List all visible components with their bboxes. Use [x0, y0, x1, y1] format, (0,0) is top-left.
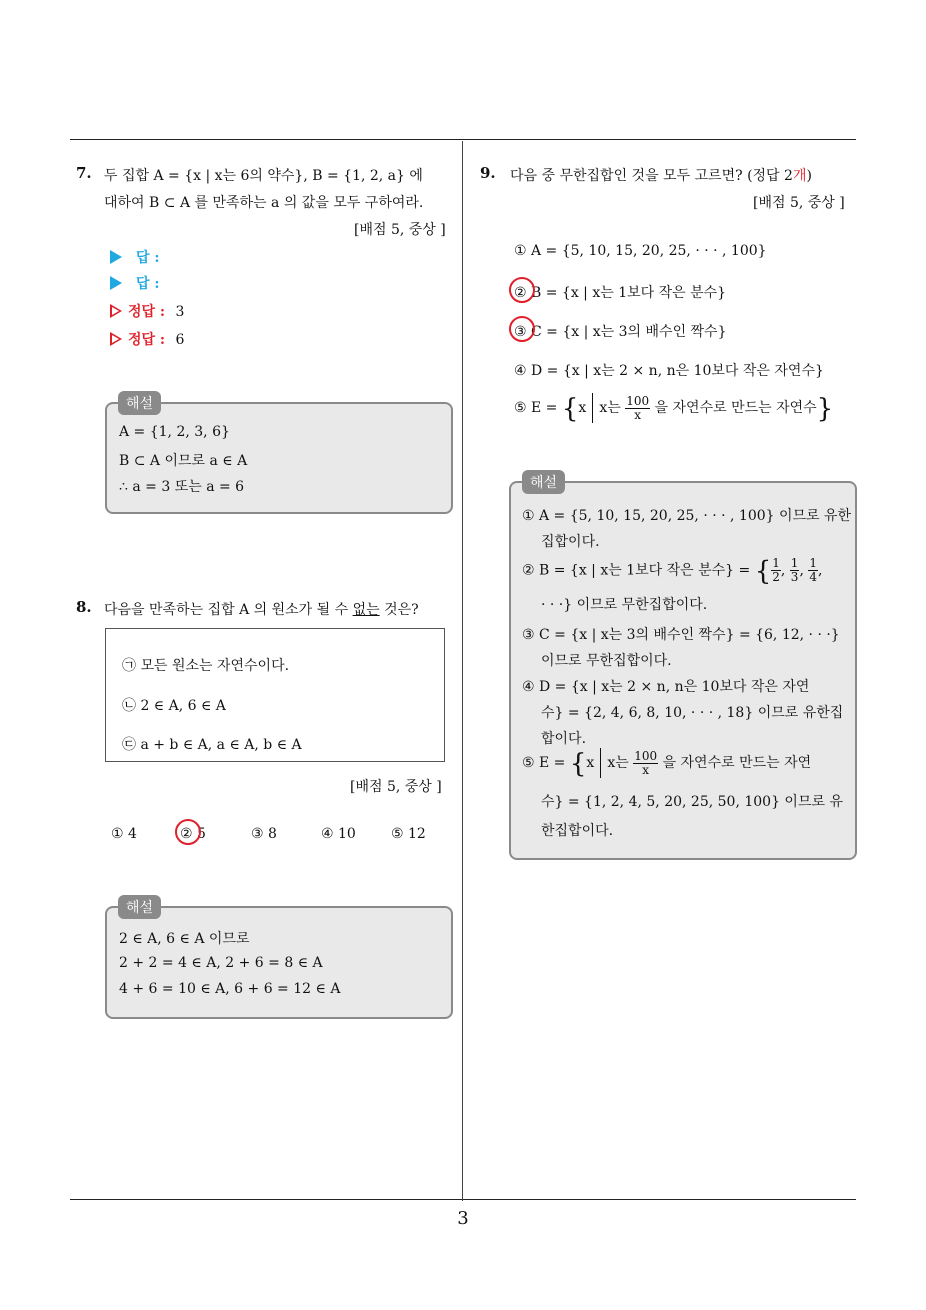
q9-explanation-line: · · ·} 이므로 무한집합이다.: [541, 597, 708, 613]
q9-explanation-line: 수} = {1, 2, 4, 5, 20, 25, 50, 100} 이므로 유: [541, 794, 843, 810]
column-divider: [462, 141, 463, 1201]
q7-correct-row-2: 정답 : 6: [110, 329, 184, 349]
q9-explanation-line: ③ C = {x | x는 3의 배수인 짝수} = {6, 12, · · ·}: [522, 627, 840, 643]
q9-explanation-line: 이므로 무한집합이다.: [541, 653, 672, 669]
q7-score-meta: [배점 5, 중상 ]: [354, 222, 446, 238]
q8-explanation-line: 2 ∈ A, 6 ∈ A 이므로: [119, 931, 250, 947]
correct-arrow-icon: [110, 332, 122, 346]
q9-choice-2[interactable]: ② B = {x | x는 1보다 작은 분수}: [514, 285, 727, 301]
q7-question-line2: 대하여 B ⊂ A 를 만족하는 a 의 값을 모두 구하여라.: [104, 195, 424, 211]
q8-score-meta: [배점 5, 중상 ]: [350, 779, 442, 795]
q9-explanation-line: 한집합이다.: [541, 823, 614, 839]
answer-arrow-icon: [110, 276, 122, 290]
q9-explanation-line: ④ D = {x | x는 2 × n, n은 10보다 작은 자연: [522, 679, 810, 695]
q8-explanation-line: 2 + 2 = 4 ∈ A, 2 + 6 = 8 ∈ A: [119, 955, 323, 971]
correct-arrow-icon: [110, 304, 122, 318]
q9-explanation-line: 합이다.: [541, 731, 587, 747]
q7-explanation-line: A = {1, 2, 3, 6}: [119, 424, 230, 440]
q8-explanation-line: 4 + 6 = 10 ∈ A, 6 + 6 = 12 ∈ A: [119, 981, 341, 997]
q9-explanation-line: 집합이다.: [541, 534, 600, 550]
q9-score-meta: [배점 5, 중상 ]: [753, 195, 845, 211]
page-number: 3: [457, 1208, 469, 1229]
q7-answer-row-1: 답 :: [110, 247, 160, 267]
q9-question: 다음 중 무한집합인 것을 모두 고르면? (정답 2개): [510, 168, 812, 184]
q7-question-line1: 두 집합 A = {x | x는 6의 약수}, B = {1, 2, a} 에: [104, 168, 423, 184]
q8-question: 다음을 만족하는 집합 A 의 원소가 될 수 없는 것은?: [104, 602, 419, 618]
q9-number: 9.: [480, 164, 496, 182]
q8-choice-3[interactable]: ③ 8: [251, 826, 277, 842]
q8-choice-4[interactable]: ④ 10: [321, 826, 356, 842]
q9-selected-circle-mark: [509, 316, 535, 342]
q9-explanation-line: ② B = {x | x는 1보다 작은 분수} = { $\frac{1}{2}$ , $\frac{1}{3}$ , $\frac{1}{4}$ ,: [522, 556, 823, 587]
answer-arrow-icon: [110, 250, 122, 264]
q8-selected-circle-mark: [175, 819, 201, 845]
q8-choice-2[interactable]: ② 5: [180, 826, 206, 842]
q9-choice-1[interactable]: ① A = {5, 10, 15, 20, 25, · · · , 100}: [514, 243, 767, 259]
q9-selected-circle-mark: [509, 277, 535, 303]
q8-choice-1[interactable]: ① 4: [111, 826, 137, 842]
q9-explanation-line: ⑤ E = {x x는 $\frac{100}{x}$ 을 자연수로 만드는 자연: [522, 748, 812, 779]
q7-answer-row-2: 답 :: [110, 273, 160, 293]
q7-number: 7.: [76, 164, 92, 182]
q8-explanation-tag: 해설: [118, 895, 161, 919]
q8-choice-5[interactable]: ⑤ 12: [391, 826, 426, 842]
q7-correct-row-1: 정답 : 3: [110, 301, 184, 321]
q8-condition-3: ㉢ a + b ∈ A, a ∈ A, b ∈ A: [122, 737, 302, 753]
q9-explanation-line: 수} = {2, 4, 6, 8, 10, · · · , 18} 이므로 유한집: [541, 705, 844, 721]
q9-choice-3[interactable]: ③ C = {x | x는 3의 배수인 짝수}: [514, 324, 727, 340]
q8-condition-1: ㉠ 모든 원소는 자연수이다.: [122, 658, 290, 674]
q7-explanation-tag: 해설: [118, 391, 161, 415]
q8-number: 8.: [76, 598, 92, 616]
q7-explanation-line: ∴ a = 3 또는 a = 6: [119, 479, 245, 495]
q9-choice-4[interactable]: ④ D = {x | x는 2 × n, n은 10보다 작은 자연수}: [514, 363, 824, 379]
q9-explanation-line: ① A = {5, 10, 15, 20, 25, · · · , 100} 이므로 유한: [522, 508, 852, 524]
q9-choice-5[interactable]: ⑤ E = {x x는 $\frac{100}{x}$ 을 자연수로 만드는 자연수}: [514, 393, 834, 424]
q9-explanation-tag: 해설: [522, 470, 565, 494]
q8-condition-2: ㉡ 2 ∈ A, 6 ∈ A: [122, 698, 226, 714]
top-rule: [70, 139, 856, 140]
bottom-rule: [70, 1199, 856, 1200]
q7-explanation-line: B ⊂ A 이므로 a ∈ A: [119, 453, 248, 469]
